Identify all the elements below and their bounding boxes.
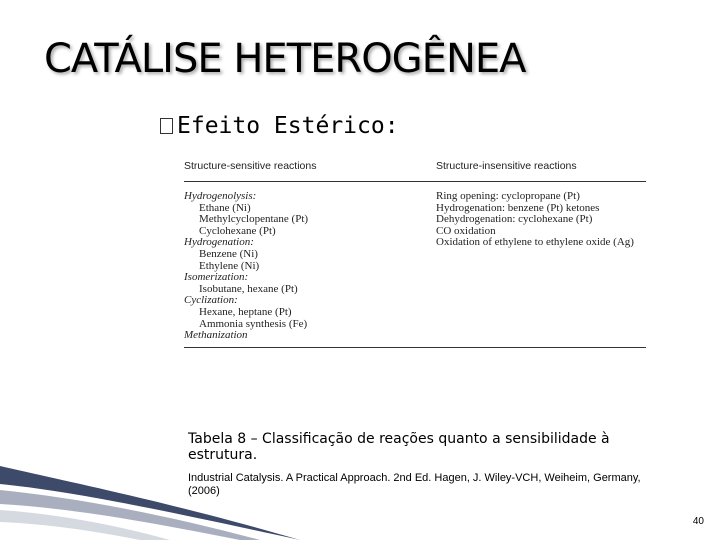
- table-bottom-rule: [184, 347, 646, 348]
- reaction-item: Ring opening: cyclopropane (Pt): [436, 190, 580, 202]
- reaction-item: Isobutane, hexane (Pt): [199, 282, 298, 295]
- reaction-item: Hydrogenation: benzene (Pt) ketones: [436, 201, 600, 214]
- header-structure-sensitive: Structure-sensitive reactions: [184, 160, 317, 172]
- structure-insensitive-column: [436, 191, 646, 342]
- reaction-item: Hexane, heptane (Pt): [199, 305, 292, 318]
- slide-title: CATÁLISE HETEROGÊNEA: [44, 36, 526, 82]
- reaction-category: Hydrogenation:: [184, 236, 254, 249]
- reference-citation: Industrial Catalysis. A Practical Approach. 2nd Ed. Hagen, J. Wiley-VCH, Weiheim, Germany, (2006): [188, 472, 641, 497]
- reaction-category: Hydrogenolysis:: [184, 190, 257, 202]
- page-number: 40: [692, 516, 704, 527]
- table-caption: Tabela 8 – Classificação de reações quanto a sensibilidade à estrutura.: [188, 431, 610, 463]
- reaction-item: Ammonia synthesis (Fe): [199, 317, 308, 330]
- reaction-item: CO oxidation: [436, 224, 496, 237]
- header-structure-insensitive: Structure-insensitive reactions: [436, 160, 577, 172]
- reaction-item: Cyclohexane (Pt): [199, 224, 276, 237]
- reaction-item: Dehydrogenation: cyclohexane (Pt): [436, 213, 593, 226]
- reaction-item: Ethylene (Ni): [199, 259, 260, 272]
- reaction-category: Methanization: [184, 329, 248, 342]
- reaction-item: Methylcyclopentane (Pt): [199, 213, 309, 226]
- bullet-square-icon: [160, 118, 173, 134]
- reaction-classification-table: [184, 160, 646, 348]
- reaction-item: Ethane (Ni): [199, 201, 251, 214]
- table-header: [184, 160, 646, 182]
- bullet-point: [160, 113, 399, 139]
- structure-sensitive-column: [184, 191, 436, 342]
- bullet-text: Efeito Estérico:: [177, 113, 399, 139]
- reaction-category: Cyclization:: [184, 294, 238, 307]
- reaction-item: Oxidation of ethylene to ethylene oxide (Ag): [436, 236, 634, 249]
- reaction-item: Benzene (Ni): [199, 247, 258, 260]
- reaction-category: Isomerization:: [184, 271, 249, 284]
